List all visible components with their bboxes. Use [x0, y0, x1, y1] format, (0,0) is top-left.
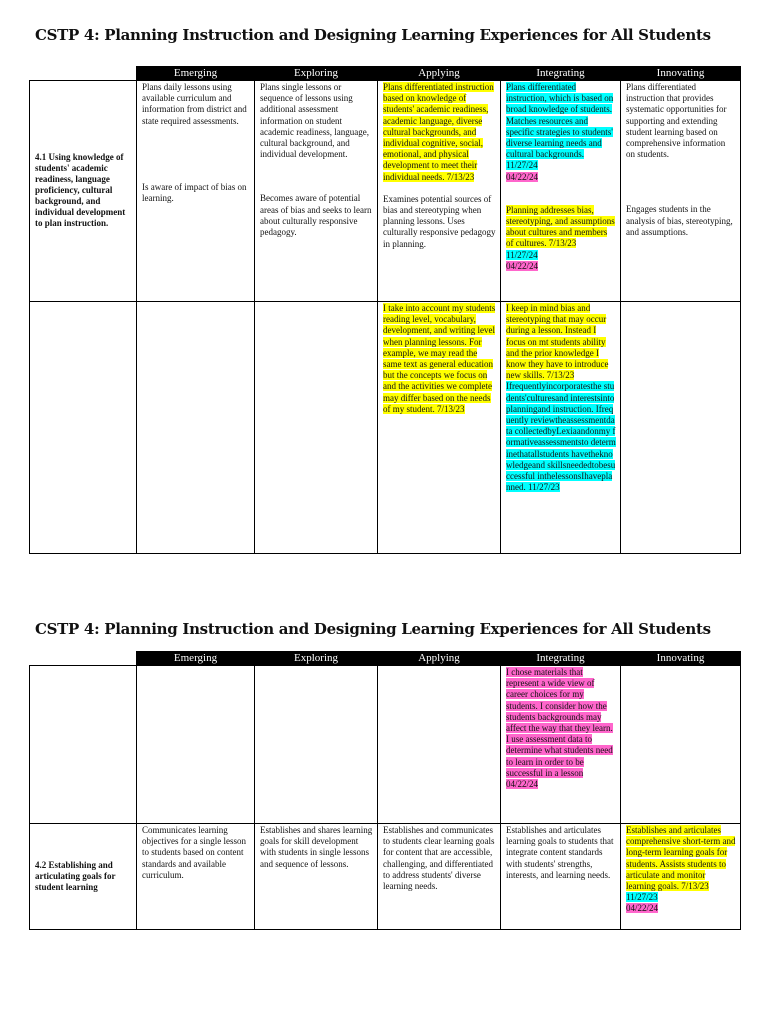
exploring-cell-empty [255, 302, 378, 554]
emerging-cell-empty [137, 302, 255, 554]
emerging-cell [137, 81, 255, 302]
header-emerging: Emerging [137, 652, 255, 666]
innovating-text-a: Plans differentiated instruction that provides systematic opportunities for supporting and extending student learning based on comprehensive information on students. [626, 82, 727, 160]
applying-cell-empty [378, 666, 501, 824]
header-applying: Applying [378, 67, 501, 81]
applying-text: Establishes and communicates to students clear learning goals for content that are accessible, challenging, and differentiated to address students' diverse learning needs. [383, 825, 495, 892]
applying-cell [378, 81, 501, 302]
exploring-cell [255, 824, 378, 930]
element-cell-empty [30, 302, 137, 554]
header-integrating: Integrating [501, 67, 621, 81]
header-blank [30, 652, 137, 666]
header-exploring: Exploring [255, 67, 378, 81]
table-row [30, 666, 741, 824]
header-innovating: Innovating [621, 67, 741, 81]
header-integrating: Integrating [501, 652, 621, 666]
applying-evidence-text: I take into account my students reading level, vocabulary, development, and writing level when planning lessons. For example, we may read the same text as general education but the concepts we focus on and the activities we complete may differ based on the needs of my student. 7/13/23 [383, 303, 496, 414]
applying-text-b: Examines potential sources of bias and stereotyping when planning lessons. Uses culturally responsive pedagogy in planning. [383, 193, 496, 249]
exploring-text-a: Plans single lessons or sequence of lessons using additional assessment information on student academic readiness, language, cultural background, and individual development. [260, 82, 369, 160]
header-row [30, 67, 741, 81]
applying-evidence-cell [378, 302, 501, 554]
integrating-evidence-text-a: I keep in mind bias and stereotyping that may occur during a lesson. Instead I focus on mt students ability and the prior knowledge I know they have to introduce new skills. 7/13/23 [506, 303, 609, 381]
integrating-cell [501, 81, 621, 302]
exploring-text: Establishes and shares learning goals for skill development with students in single lessons and sequence of lessons. [260, 825, 373, 869]
emerging-text-b: Is aware of impact of bias on learning. [142, 181, 247, 204]
table-row [30, 824, 741, 930]
element-cell-empty [30, 666, 137, 824]
integrating-evidence-text: I chose materials that represent a wide view of career choices for my students. I consider how the students backgrounds may affect the way that they learn. I use assessment data to determine what students need to learn in order to be successful in a lesson 04/22/24 [506, 667, 613, 790]
date-stamp: 11/27/23 [626, 892, 658, 903]
date-stamp: 04/22/24 [626, 903, 659, 914]
page-title: CSTP 4: Planning Instruction and Designing Learning Experiences for All Students [35, 620, 711, 638]
innovating-cell [621, 824, 741, 930]
emerging-cell-empty [137, 666, 255, 824]
header-blank [30, 67, 137, 81]
integrating-evidence-cell [501, 666, 621, 824]
page-title: CSTP 4: Planning Instruction and Designing Learning Experiences for All Students [35, 26, 711, 44]
header-row [30, 652, 741, 666]
table-row [30, 302, 741, 554]
applying-cell [378, 824, 501, 930]
integrating-text: Establishes and articulates learning goals to students that integrate content standards with students' strengths, interests, and learning needs. [506, 825, 614, 880]
innovating-text-b: Engages students in the analysis of bias, stereotyping, and assumptions. [626, 204, 733, 237]
header-applying: Applying [378, 652, 501, 666]
integrating-evidence-text-b: Ifrequentlyincorporatesthe students'culturesand interestsintoplanningand instruction. Ifrequently reviewtheassessmentdata collectedbyLexiaandonmy formativeassessmentsto determinethatallstudents havetheknowledgeand skillsneededtobesuccessful inthelessonsIhaveplanned. 11/27/23 [506, 381, 616, 493]
header-innovating: Innovating [621, 652, 741, 666]
date-stamp: 04/22/24 [506, 260, 539, 271]
header-emerging: Emerging [137, 67, 255, 81]
cstp-table-page2 [29, 651, 741, 930]
exploring-cell [255, 81, 378, 302]
integrating-evidence-cell [501, 302, 621, 554]
innovating-cell-empty [621, 666, 741, 824]
exploring-text-b: Becomes aware of potential areas of bias and seeks to learn about culturally responsive pedagogy. [260, 193, 372, 238]
emerging-text-a: Plans daily lessons using available curriculum and information from district and state required assessments. [142, 82, 247, 126]
innovating-cell [621, 81, 741, 302]
exploring-cell-empty [255, 666, 378, 824]
integrating-text-a: Plans differentiated instruction, which is based on broad knowledge of students. Matches resources and specific strategies to students' diverse learning needs and cultural backgrounds. [506, 82, 614, 160]
emerging-cell [137, 824, 255, 930]
applying-text-a: Plans differentiated instruction based on knowledge of students' academic readiness, academic language, diverse cultural backgrounds, and individual cognitive, social, emotional, and physical development to meet their individual needs. 7/13/23 [383, 82, 494, 182]
date-stamp: 11/27/24 [506, 160, 538, 171]
cstp-table-page1 [29, 66, 741, 554]
element-cell-4-2: 4.2 Establishing and articulating goals for student learning [30, 824, 137, 930]
table-row [30, 81, 741, 302]
date-stamp: 11/27/24 [506, 249, 538, 260]
integrating-cell [501, 824, 621, 930]
element-cell-4-1: 4.1 Using knowledge of students' academic readiness, language proficiency, cultural background, and individual development to plan instruction. [30, 81, 137, 302]
integrating-text-b: Planning addresses bias, stereotyping, and assumptions about cultures and members of cultures. 7/13/23 [506, 204, 615, 249]
innovating-cell-empty [621, 302, 741, 554]
innovating-text: Establishes and articulates comprehensive short-term and long-term learning goals for students. Assists students to articulate and monitor learning goals. 7/13/23 [626, 825, 736, 892]
emerging-text: Communicates learning objectives for a single lesson to students based on content standards and available curriculum. [142, 825, 246, 880]
date-stamp: 04/22/24 [506, 171, 539, 182]
header-exploring: Exploring [255, 652, 378, 666]
